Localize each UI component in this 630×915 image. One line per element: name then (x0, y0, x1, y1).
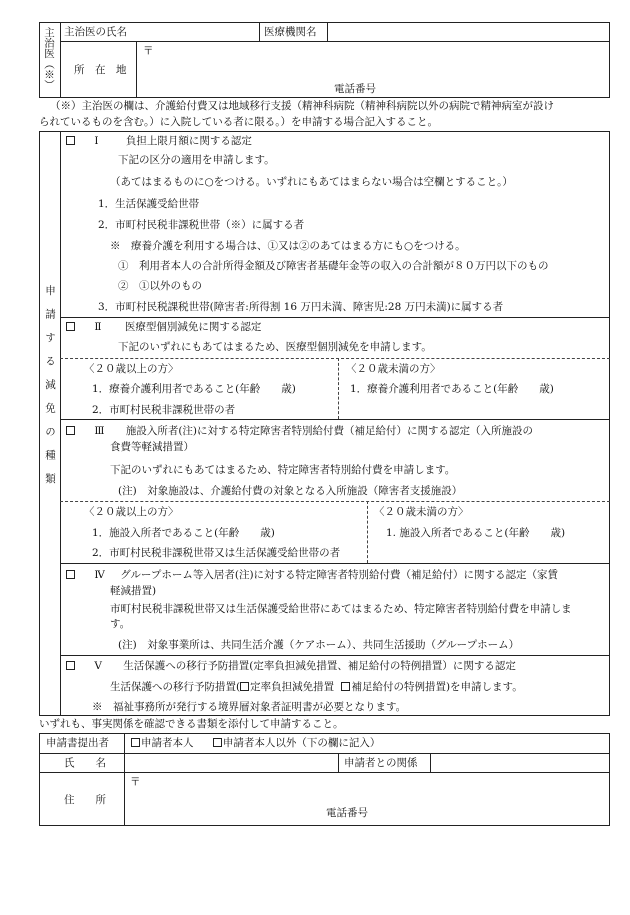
section5-opt2-checkbox[interactable] (341, 682, 350, 691)
section1-item3: 3．市町村民税課税世帯(障害者:所得割 16 万円未満、障害児:28 万円未満)に属する者 (98, 301, 504, 313)
doctor-note-line1: （※）主治医の欄は、介護給付費又は地域移行支援（精神科病院（精神科病院以外の病院で精神病室が設け (50, 100, 554, 112)
doctor-name-label: 主治医の氏名 (64, 26, 127, 38)
section4-note: (注) 対象事業所は、共同生活介護（ケアホーム）、共同生活援助（グループホーム） (118, 639, 520, 651)
submitter-self-checkbox[interactable] (131, 738, 140, 747)
submitter-name-label: 氏 名 (64, 757, 106, 769)
submitter-name-field[interactable] (125, 754, 337, 771)
doctor-phone-label: 電話番号 (334, 83, 376, 95)
submitter-phone-label: 電話番号 (326, 807, 368, 819)
submitter-postal-mark: 〒 (130, 776, 141, 788)
section4-checkbox[interactable] (66, 570, 75, 579)
section4-title2: 軽減措置) (110, 585, 157, 597)
section2-header: Ⅱ 医療型個別減免に関する認定 (66, 320, 261, 334)
doctor-address-label: 所 在 地 (74, 64, 127, 76)
section3-header: Ⅲ 施設入所者(注)に対する特定障害者特別給付費（補足給付）に関する認定（入所施設の (66, 424, 533, 438)
section1-item1: 1．生活保護受給世帯 (98, 198, 200, 210)
section5-opt1-checkbox[interactable] (240, 682, 249, 691)
section4-header: Ⅳ グループホーム等入居者(注)に対する特定障害者特別給付費（補足給付）に関する認定（家賃 (66, 568, 558, 582)
section1-header: Ⅰ 負担上限月額に関する認定 (66, 134, 252, 148)
section1-line2: （あてはまるものに○をつける。いずれにもあてはまらない場合は空欄とすること。） (110, 176, 513, 188)
section1-note: ※ 療養介護を利用する場合は、①又は②のあてはまる方にも○をつける。 (110, 240, 466, 252)
doctor-side-label: 主治医（※） (43, 27, 55, 90)
section2-right-header: 〈２０歳未満の方〉 (346, 363, 441, 375)
submitter-relation-label: 申請者との関係 (344, 757, 418, 769)
section4-line1: 市町村民税非課税世帯又は生活保護受給世帯にあてはまるため、特定障害者特別給付費を申請しま (110, 603, 572, 615)
section1-sub1: ① 利用者本人の合計所得金額及び障害者基礎年金等の収入の合計額が８０万円以下のもの (118, 260, 549, 272)
section2-right-item1: 1．療養介護利用者であること(年齢 歳) (350, 383, 554, 395)
section3-right-item1: 1. 施設入所者であること(年齢 歳) (386, 527, 566, 539)
section3-line1: 下記のいずれにもあてはまるため、特定障害者特別給付費を申請します。 (110, 464, 456, 476)
section3-right-header: 〈２０歳未満の方〉 (374, 506, 469, 518)
section4-line2: す。 (110, 618, 131, 630)
doctor-note-line2: られているものを含む。）に入院している者に限る。）を申請する場合記入すること。 (39, 116, 438, 128)
submitter-address-label: 住 所 (64, 794, 106, 806)
submitter-relation-field[interactable] (431, 754, 609, 771)
section3-left-item2: 2．市町村民税非課税世帯又は生活保護受給世帯の者 (92, 547, 341, 559)
section3-left-item1: 1．施設入所者であること(年齢 歳) (92, 527, 275, 539)
institution-field[interactable] (328, 23, 609, 40)
section5-line1: 生活保護への移行予防措置( 定率負担減免措置 補足給付の特例措置)を申請します。 (110, 681, 523, 693)
section3-title2: 食費等軽減措置） (110, 441, 194, 453)
section5-note: ※ 福祉事務所が発行する境界層対象者証明書が必要となります。 (92, 701, 407, 713)
section3-note: (注) 対象施設は、介護給付費の対象となる入所施設（障害者支援施設） (118, 485, 463, 497)
section2-left-item2: 2．市町村民税非課税世帯の者 (92, 404, 236, 416)
section3-left-header: 〈２０歳以上の方〉 (84, 506, 179, 518)
section1-sub2: ② ①以外のもの (118, 280, 202, 292)
section5-header: Ⅴ 生活保護への移行予防措置(定率負担減免措置、補足給付の特例措置）に関する認定 (66, 659, 516, 673)
section2-left-item1: 1．療養介護利用者であること(年齢 歳) (92, 383, 296, 395)
reduction-side-label: 申請する減免の種類 (44, 285, 56, 497)
doctor-postal-mark: 〒 (143, 45, 154, 57)
submitter-label: 申請書提出者 (46, 737, 109, 749)
section1-checkbox[interactable] (66, 136, 75, 145)
section1-item2: 2．市町村民税非課税世帯（※）に属する者 (98, 219, 305, 231)
section5-checkbox[interactable] (66, 661, 75, 670)
institution-label: 医療機関名 (264, 26, 317, 38)
submitter-options: 申請者本人 申請者本人以外（下の欄に記入） (131, 736, 380, 750)
submitter-other-checkbox[interactable] (213, 738, 222, 747)
section1-line1: 下記の区分の適用を申請します。 (118, 154, 275, 166)
section2-checkbox[interactable] (66, 322, 75, 331)
section2-line1: 下記のいずれにもあてはまるため、医療型個別減免を申請します。 (118, 341, 432, 353)
section3-checkbox[interactable] (66, 426, 75, 435)
doctor-name-field[interactable] (137, 23, 258, 40)
footer-note: いずれも、事実関係を確認できる書類を添付して申請すること。 (39, 718, 344, 730)
section2-left-header: 〈２０歳以上の方〉 (84, 363, 179, 375)
